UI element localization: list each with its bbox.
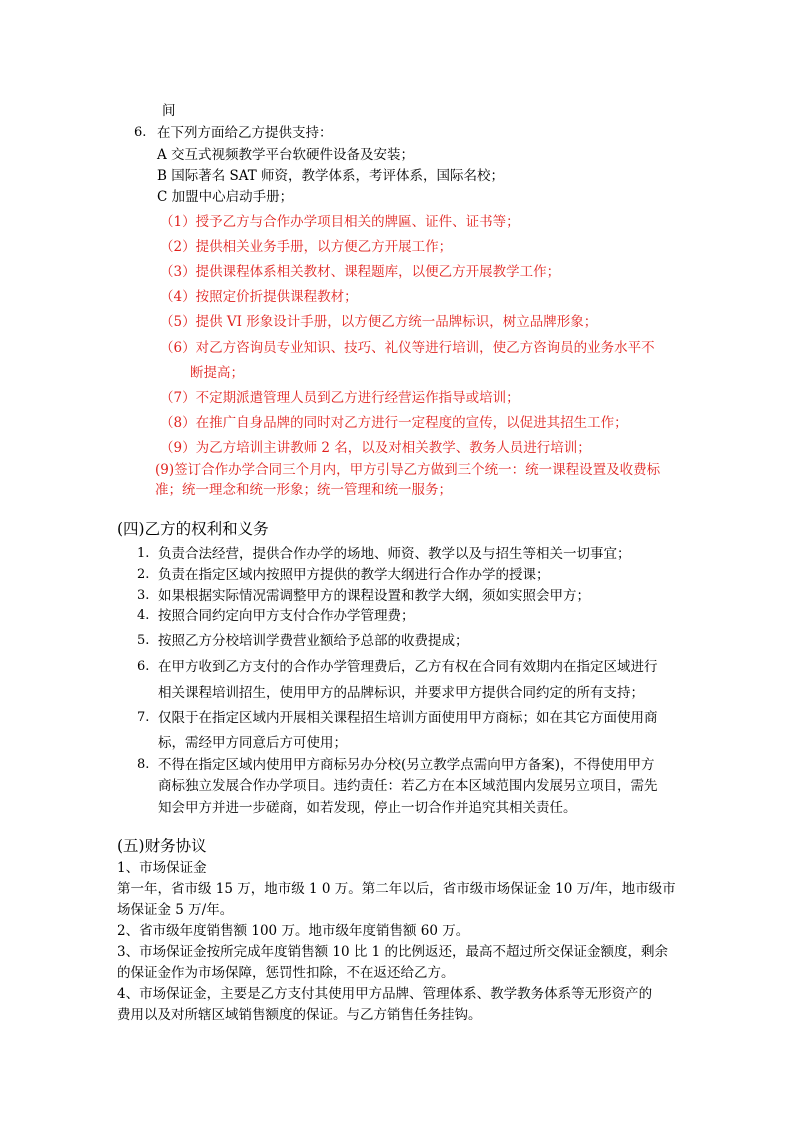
support-red-item: （1）授予乙方与合作办学项目相关的牌匾、证件、证书等； xyxy=(160,214,520,230)
continued-fragment: 间 xyxy=(162,103,176,119)
obligation-line: 如果根据实际情况需调整甲方的课程设置和教学大纲，须如实照会甲方； xyxy=(158,588,590,604)
obligation-line: 仅限于在指定区域内开展相关课程招生培训方面使用甲方商标；如在其它方面使用商 xyxy=(158,710,658,726)
obligation-line-continuation: 相关课程培训招生，使用甲方的品牌标识，并要求甲方提供合同约定的所有支持； xyxy=(158,685,644,701)
obligation-line: 按照合同约定向甲方支付合作办学管理费； xyxy=(158,608,415,624)
finance-line: 1、市场保证金 xyxy=(117,860,207,876)
item-number: 2. xyxy=(137,567,150,582)
section-five-title: (五)财务协议 xyxy=(117,837,207,855)
item-number: 7. xyxy=(137,710,150,725)
support-red-item-continuation: 断提高； xyxy=(190,365,244,381)
obligation-line: 按照乙方分校培训学费营业额给予总部的收费提成； xyxy=(158,633,469,649)
obligation-line-continuation: 商标独立发展合作办学项目。违约责任：若乙方在本区域范围内发展另立项目，需先 xyxy=(158,778,658,794)
support-red-item: （5）提供 VI 形象设计手册，以方便乙方统一品牌标识，树立品牌形象； xyxy=(160,314,598,330)
obligation-line-continuation: 知会甲方并进一步磋商，如若发现，停止一切合作并追究其相关责任。 xyxy=(158,800,577,816)
support-red-item: （6）对乙方咨询员专业知识、技巧、礼仪等进行培训，使乙方咨询员的业务水平不 xyxy=(160,340,655,356)
support-intro: 在下列方面给乙方提供支持： xyxy=(157,125,333,141)
finance-line: 的保证金作为市场保障，惩罚性扣除，不在返还给乙方。 xyxy=(117,965,455,981)
item-number: 6. xyxy=(137,659,150,674)
support-item-b: B 国际著名 SAT 师资，教学体系，考评体系，国际名校； xyxy=(157,168,505,184)
support-red-item-continuation: 准；统一理念和统一形象；统一管理和统一服务； xyxy=(155,482,452,498)
finance-line: 场保证金 5 万/年。 xyxy=(117,902,234,918)
support-red-item: （4）按照定价折提供课程教材； xyxy=(160,289,358,305)
finance-line: 4、市场保证金，主要是乙方支付其使用甲方品牌、管理体系、教学教务体系等无形资产的 xyxy=(117,986,653,1002)
item-number: 8. xyxy=(137,757,150,772)
item-number: 5. xyxy=(137,633,150,648)
obligation-line: 在甲方收到乙方支付的合作办学管理费后，乙方有权在合同有效期内在指定区域进行 xyxy=(158,659,658,675)
finance-line: 2、省市级年度销售额 100 万。地市级年度销售额 60 万。 xyxy=(117,923,470,939)
obligation-line-continuation: 标，需经甲方同意后方可使用； xyxy=(158,735,347,751)
support-red-item: （2）提供相关业务手册，以方便乙方开展工作； xyxy=(160,239,453,255)
support-red-item: （7）不定期派遣管理人员到乙方进行经营运作指导或培训； xyxy=(160,390,520,406)
support-item-a: A 交互式视频教学平台软硬件设备及安装； xyxy=(157,147,415,163)
support-red-item: (9)签订合作办学合同三个月内，甲方引导乙方做到三个统一：统一课程设置及收费标 xyxy=(155,462,661,478)
item-number: 4. xyxy=(137,608,150,623)
support-red-item: （3）提供课程体系相关教材、课程题库，以便乙方开展教学工作； xyxy=(160,264,561,280)
support-red-item: （9）为乙方培训主讲教师 2 名，以及对相关教学、教务人员进行培训； xyxy=(160,440,591,456)
item-number: 6. xyxy=(134,125,147,140)
obligation-line: 负责在指定区域内按照甲方提供的教学大纲进行合作办学的授课； xyxy=(158,567,550,583)
finance-line: 费用以及对所辖区域销售额度的保证。与乙方销售任务挂钩。 xyxy=(117,1007,482,1023)
obligation-line: 负责合法经营，提供合作办学的场地、师资、教学以及与招生等相关一切事宜； xyxy=(158,546,631,562)
finance-line: 第一年，省市级 15 万，地市级 1 0 万。第二年以后，省市级市场保证金 10 万/年，地市级市 xyxy=(117,881,676,897)
section-four-title: (四)乙方的权利和义务 xyxy=(117,520,269,538)
support-red-item: （8）在推广自身品牌的同时对乙方进行一定程度的宣传，以促进其招生工作； xyxy=(160,415,628,431)
item-number: 1. xyxy=(137,546,150,561)
item-number: 3. xyxy=(137,588,150,603)
finance-line: 3、市场保证金按所完成年度销售额 10 比 1 的比例返还，最高不超过所交保证金额度，剩余 xyxy=(117,944,669,960)
support-item-c: C 加盟中心启动手册； xyxy=(157,189,294,205)
obligation-line: 不得在指定区域内使用甲方商标另办分校(另立教学点需向甲方备案)，不得使用甲方 xyxy=(158,757,655,773)
